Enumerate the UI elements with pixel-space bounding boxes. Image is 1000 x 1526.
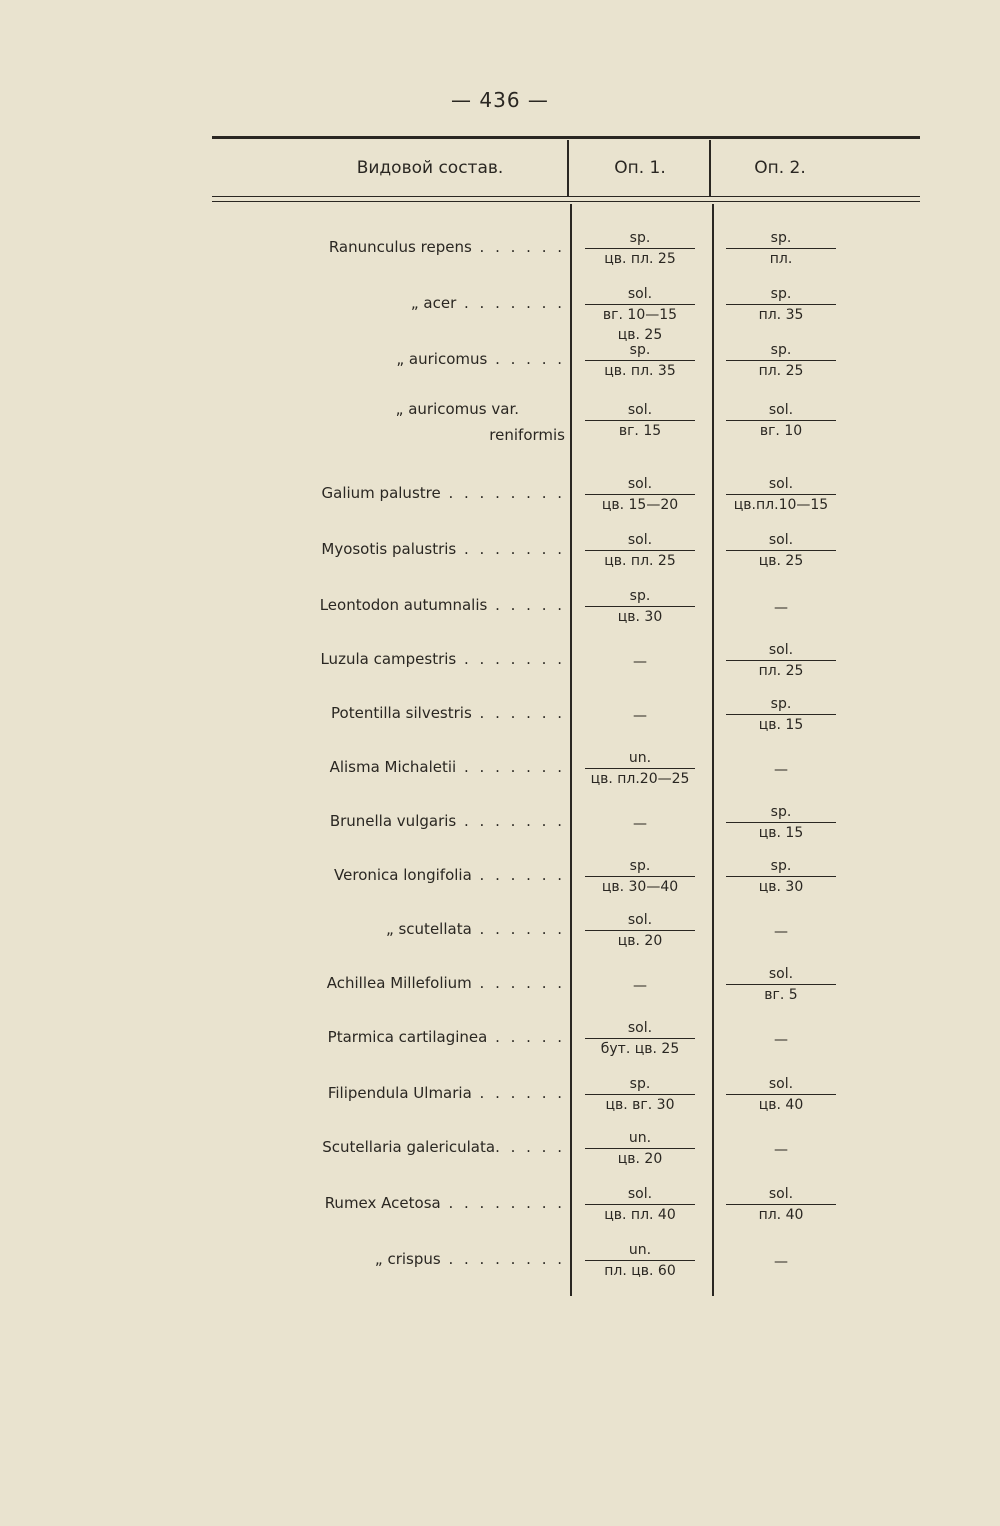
leader-dots: . . . . . . . bbox=[456, 294, 565, 312]
op1-cell bbox=[585, 1018, 695, 1059]
op2-cell bbox=[726, 640, 836, 681]
op2-abundance: sol. bbox=[768, 476, 794, 492]
species-label: Achillea Millefolium bbox=[326, 974, 472, 992]
species-label: „ auricomus bbox=[396, 350, 488, 368]
op1-abundance: sp. bbox=[629, 1076, 651, 1092]
op1-phase-height: цв. 30—40 bbox=[585, 876, 695, 897]
op2-abundance: sol. bbox=[768, 642, 794, 658]
op1-phase-height: цв. 30 bbox=[585, 606, 695, 627]
op1-phase-extra: цв. 25 bbox=[617, 327, 663, 343]
op1-abundance: sol. bbox=[627, 1020, 653, 1036]
leader-dots: . . . . . . . bbox=[456, 540, 565, 558]
leader-dots: . . . . . . . bbox=[456, 650, 565, 668]
table-row bbox=[0, 694, 1000, 750]
species-name bbox=[325, 1194, 565, 1212]
leader-dots: . . . . . . bbox=[471, 866, 565, 884]
leader-dots: . . . . . bbox=[487, 596, 565, 614]
op1-abundance: sol. bbox=[627, 532, 653, 548]
op1-cell bbox=[585, 474, 695, 515]
species-label: Brunella vulgaris bbox=[329, 812, 457, 830]
species-label: Veronica longifolia bbox=[334, 866, 472, 884]
column-divider-header-2 bbox=[709, 140, 711, 196]
leader-dots: . . . . . . . bbox=[456, 758, 565, 776]
table-row bbox=[0, 1240, 1000, 1296]
table-row bbox=[0, 910, 1000, 966]
species-name bbox=[331, 704, 565, 722]
species-name bbox=[322, 1138, 565, 1156]
op2-cell bbox=[726, 964, 836, 1005]
op2-phase-height: цв.пл.10—15 bbox=[726, 494, 836, 515]
species-label: Ptarmica cartilaginea bbox=[327, 1028, 488, 1046]
species-name bbox=[396, 350, 565, 368]
species-name bbox=[386, 920, 565, 938]
table-row bbox=[0, 340, 1000, 396]
op1-cell bbox=[585, 1074, 695, 1115]
op2-abundance: sp. bbox=[770, 342, 792, 358]
op1-phase-height: цв. пл. 25 bbox=[585, 550, 695, 571]
op1-abundance: un. bbox=[628, 750, 652, 766]
species-name bbox=[321, 540, 565, 558]
op1-phase-height: цв. пл. 40 bbox=[585, 1204, 695, 1225]
table-row bbox=[0, 856, 1000, 912]
species-label: Ranunculus repens bbox=[328, 238, 472, 256]
op2-cell: — bbox=[774, 600, 788, 616]
op2-phase-height: вг. 5 bbox=[726, 984, 836, 1005]
op2-cell bbox=[726, 284, 836, 325]
leader-dots: . . . . . . bbox=[471, 1084, 565, 1102]
species-label: Rumex Acetosa bbox=[324, 1194, 441, 1212]
table-row bbox=[0, 1074, 1000, 1130]
op2-phase-height: пл. 40 bbox=[726, 1204, 836, 1225]
op2-phase-height: пл. 35 bbox=[726, 304, 836, 325]
species-name bbox=[322, 484, 565, 502]
table-row bbox=[0, 748, 1000, 804]
op2-phase-height: цв. 15 bbox=[726, 714, 836, 735]
op1-abundance: sol. bbox=[627, 476, 653, 492]
species-name bbox=[320, 650, 565, 668]
header-op2: Оп. 2. bbox=[754, 158, 806, 178]
table-row bbox=[0, 1128, 1000, 1184]
op2-cell: — bbox=[774, 1142, 788, 1158]
op1-cell bbox=[585, 340, 695, 381]
species-name bbox=[330, 758, 565, 776]
op2-cell bbox=[726, 400, 836, 441]
op1-phase-height: вг. 15 bbox=[585, 420, 695, 441]
table-rule-double-1 bbox=[212, 196, 920, 197]
op1-cell: — bbox=[633, 978, 647, 994]
table-rule-double-2 bbox=[212, 201, 920, 202]
op1-phase-height: цв. пл. 35 bbox=[585, 360, 695, 381]
op2-abundance: sol. bbox=[768, 532, 794, 548]
op2-cell: — bbox=[774, 762, 788, 778]
leader-dots: . . . . . . bbox=[471, 238, 565, 256]
species-name bbox=[411, 294, 565, 312]
table-row bbox=[0, 530, 1000, 586]
op1-abundance: sp. bbox=[629, 230, 651, 246]
op2-abundance: sol. bbox=[768, 402, 794, 418]
table-row bbox=[0, 586, 1000, 642]
leader-dots: . . . . . . . bbox=[456, 812, 565, 830]
species-name bbox=[327, 974, 565, 992]
op2-abundance: sol. bbox=[768, 1186, 794, 1202]
op1-abundance: sol. bbox=[627, 286, 653, 302]
op2-phase-height: цв. 30 bbox=[726, 876, 836, 897]
species-name bbox=[328, 1084, 565, 1102]
op2-cell: — bbox=[774, 924, 788, 940]
op2-cell bbox=[726, 474, 836, 515]
op1-cell bbox=[585, 1128, 695, 1169]
op2-phase-height: вг. 10 bbox=[726, 420, 836, 441]
op1-abundance: sp. bbox=[629, 858, 651, 874]
op2-cell bbox=[726, 802, 836, 843]
table-row bbox=[0, 1018, 1000, 1074]
op1-abundance: sol. bbox=[627, 912, 653, 928]
op1-phase-height: цв. 20 bbox=[585, 1148, 695, 1169]
op1-cell bbox=[585, 400, 695, 441]
op2-phase-height: пл. 25 bbox=[726, 360, 836, 381]
op1-phase-height: бут. цв. 25 bbox=[585, 1038, 695, 1059]
op1-abundance: un. bbox=[628, 1130, 652, 1146]
op1-cell bbox=[585, 748, 695, 789]
species-label: Leontodon autumnalis bbox=[319, 596, 488, 614]
op2-phase-height: цв. 25 bbox=[726, 550, 836, 571]
op2-abundance: sp. bbox=[770, 804, 792, 820]
species-label: Filipendula Ulmaria bbox=[327, 1084, 472, 1102]
op2-cell: — bbox=[774, 1254, 788, 1270]
table-row bbox=[0, 640, 1000, 696]
op2-cell bbox=[726, 856, 836, 897]
species-label: Alisma Michaletii bbox=[329, 758, 457, 776]
species-label: Myosotis palustris bbox=[321, 540, 457, 558]
leader-dots: . . . . . bbox=[495, 1138, 565, 1156]
table-row bbox=[0, 964, 1000, 1020]
table-row bbox=[0, 474, 1000, 530]
op1-cell: — bbox=[633, 708, 647, 724]
op1-phase-height: вг. 10—15 bbox=[585, 304, 695, 325]
op2-cell bbox=[726, 1184, 836, 1225]
op1-cell bbox=[585, 1240, 695, 1281]
species-name-line2: reniformis bbox=[489, 426, 565, 444]
op2-cell bbox=[726, 530, 836, 571]
op1-cell: — bbox=[633, 816, 647, 832]
op2-cell bbox=[726, 694, 836, 735]
species-label: Luzula campestris bbox=[320, 650, 457, 668]
op2-cell bbox=[726, 1074, 836, 1115]
species-name bbox=[329, 238, 565, 256]
table-row bbox=[0, 284, 1000, 343]
op1-phase-height: цв. 15—20 bbox=[585, 494, 695, 515]
species-name bbox=[375, 1250, 565, 1268]
leader-dots: . . . . . bbox=[487, 350, 565, 368]
op2-abundance: sol. bbox=[768, 966, 794, 982]
op2-abundance: sp. bbox=[770, 286, 792, 302]
table-row bbox=[0, 802, 1000, 858]
op2-phase-height: пл. bbox=[726, 248, 836, 269]
op1-abundance: sp. bbox=[629, 342, 651, 358]
op1-phase-height: пл. цв. 60 bbox=[585, 1260, 695, 1281]
column-divider-header-1 bbox=[567, 140, 569, 196]
op2-phase-height: цв. 40 bbox=[726, 1094, 836, 1115]
header-op1: Оп. 1. bbox=[614, 158, 666, 178]
species-label: Potentilla silvestris bbox=[331, 704, 472, 722]
op1-abundance: sp. bbox=[629, 588, 651, 604]
page-number: — 436 — bbox=[451, 88, 549, 112]
species-name bbox=[396, 400, 565, 444]
leader-dots: . . . . . bbox=[487, 1028, 565, 1046]
op1-cell: — bbox=[633, 654, 647, 670]
op1-cell bbox=[585, 910, 695, 951]
leader-dots: . . . . . . bbox=[471, 704, 565, 722]
leader-dots: . . . . . . bbox=[471, 974, 565, 992]
species-name-line1: „ auricomus var. bbox=[395, 400, 519, 418]
leader-dots: . . . . . . . . bbox=[440, 1250, 565, 1268]
species-label: „ crispus bbox=[374, 1250, 441, 1268]
table-row bbox=[0, 1184, 1000, 1240]
leader-dots: . . . . . . . . bbox=[440, 1194, 565, 1212]
op1-abundance: un. bbox=[628, 1242, 652, 1258]
leader-dots: . . . . . . . . bbox=[440, 484, 565, 502]
header-species: Видовой состав. bbox=[356, 158, 504, 178]
op2-abundance: sp. bbox=[770, 696, 792, 712]
species-name bbox=[328, 1028, 565, 1046]
op1-abundance: sol. bbox=[627, 402, 653, 418]
species-name bbox=[320, 596, 565, 614]
op2-phase-height: цв. 15 bbox=[726, 822, 836, 843]
op1-cell bbox=[585, 228, 695, 269]
op1-cell bbox=[585, 586, 695, 627]
species-name bbox=[334, 866, 565, 884]
species-label: Galium palustre bbox=[321, 484, 441, 502]
species-label: Scutellaria galericulata bbox=[322, 1138, 496, 1156]
op1-cell bbox=[585, 284, 695, 345]
op1-abundance: sol. bbox=[627, 1186, 653, 1202]
table-row bbox=[0, 400, 1000, 456]
op1-phase-height: цв. пл. 25 bbox=[585, 248, 695, 269]
table-rule-top bbox=[212, 136, 920, 139]
op1-phase-height: цв. пл.20—25 bbox=[585, 768, 695, 789]
op1-cell bbox=[585, 856, 695, 897]
op2-cell bbox=[726, 340, 836, 381]
op1-phase-height: цв. вг. 30 bbox=[585, 1094, 695, 1115]
op2-phase-height: пл. 25 bbox=[726, 660, 836, 681]
op2-cell bbox=[726, 228, 836, 269]
op1-cell bbox=[585, 1184, 695, 1225]
op1-cell bbox=[585, 530, 695, 571]
op2-cell: — bbox=[774, 1032, 788, 1048]
leader-dots: . . . . . . bbox=[471, 920, 565, 938]
table-row bbox=[0, 228, 1000, 284]
op1-phase-height: цв. 20 bbox=[585, 930, 695, 951]
op2-abundance: sp. bbox=[770, 858, 792, 874]
species-label: „ scutellata bbox=[385, 920, 472, 938]
op2-abundance: sp. bbox=[770, 230, 792, 246]
species-label: „ acer bbox=[410, 294, 457, 312]
op2-abundance: sol. bbox=[768, 1076, 794, 1092]
species-name bbox=[330, 812, 565, 830]
